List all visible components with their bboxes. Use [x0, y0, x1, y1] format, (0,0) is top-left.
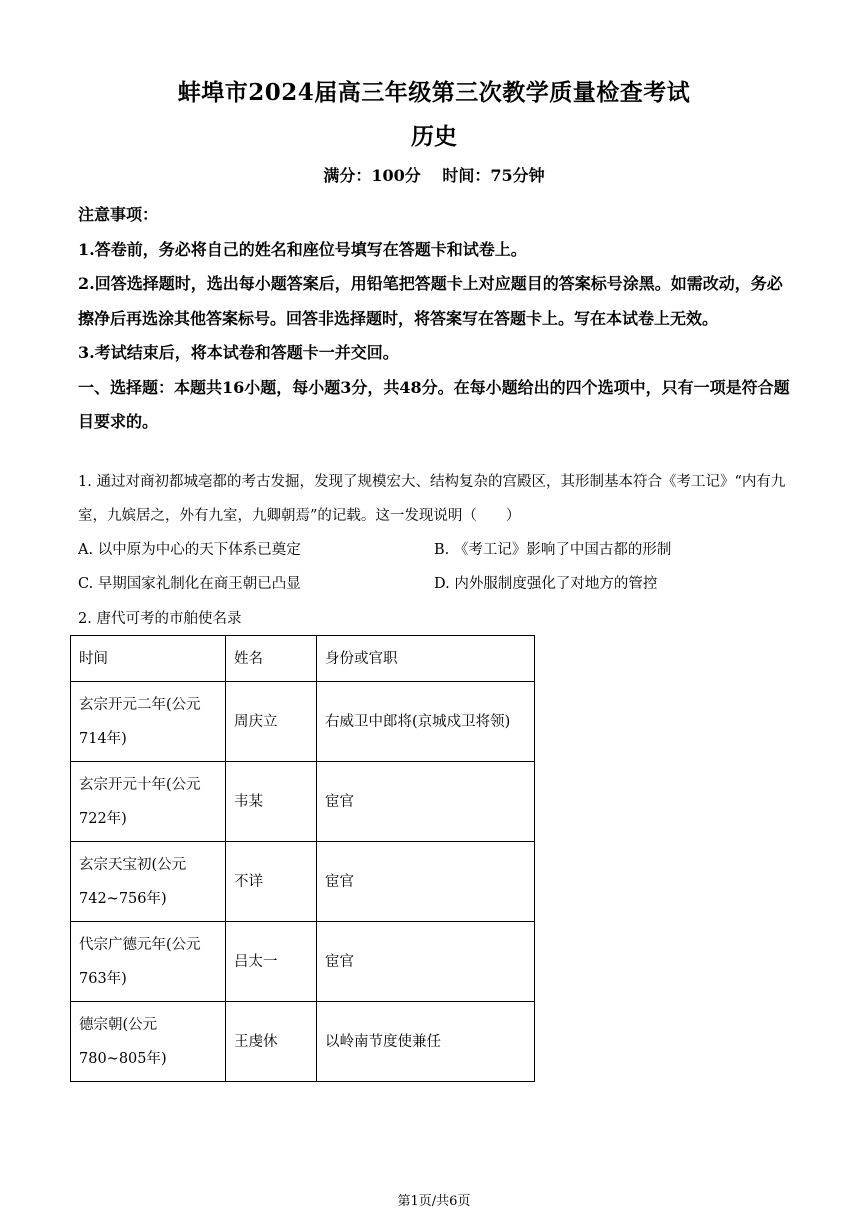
note-item-1: 1.答卷前，务必将自己的姓名和座位号填写在答题卡和试卷上。 [78, 239, 527, 259]
notes-section [78, 198, 790, 440]
section-heading: 一、选择题：本题共16小题，每小题3分，共48分。在每小题给出的四个选项中，只有一项是符合题目要求的。 [78, 377, 790, 431]
table-cell: 宦官 [317, 762, 535, 842]
option-b: B. 《考工记》影响了中国古都的形制 [434, 542, 672, 558]
note-item-2: 2.回答选择题时，选出每小题答案后，用铅笔把答题卡上对应题目的答案标号涂黑。如需改动，务必擦净后再选涂其他答案标号。回答非选择题时，将答案写在答题卡上。写在本试卷上无效。 [78, 274, 783, 328]
question-1-options [78, 533, 790, 601]
table-header-cell: 身份或官职 [317, 636, 535, 682]
table-cell: 韦某 [226, 762, 317, 842]
table-row [71, 682, 535, 762]
time-info: 时间：75分钟 [442, 166, 545, 185]
table-cell: 右威卫中郎将(京城戍卫将领) [317, 682, 535, 762]
table-row [71, 1002, 535, 1082]
exam-title: 蚌埠市2024届高三年级第三次教学质量检查考试 [177, 79, 691, 106]
table-cell: 以岭南节度使兼任 [317, 1002, 535, 1082]
option-c: C. 早期国家礼制化在商王朝已凸显 [78, 576, 301, 592]
table-cell: 玄宗天宝初(公元742~756年) [71, 842, 226, 922]
table-cell: 玄宗开元十年(公元722年) [71, 762, 226, 842]
option-a: A. 以中原为中心的天下体系已奠定 [78, 542, 301, 558]
table-header-cell: 姓名 [226, 636, 317, 682]
notes-heading: 注意事项： [78, 205, 159, 224]
shipping-commissioner-table [70, 635, 535, 1082]
table-cell: 王虔休 [226, 1002, 317, 1082]
table-header-cell: 时间 [71, 636, 226, 682]
table-cell: 吕太一 [226, 922, 317, 1002]
table-cell: 宦官 [317, 922, 535, 1002]
table-cell: 不详 [226, 842, 317, 922]
score-info: 满分：100分 [323, 166, 421, 185]
table-header-row [71, 636, 535, 682]
table-cell: 玄宗开元二年(公元714年) [71, 682, 226, 762]
table-cell: 代宗广德元年(公元763年) [71, 922, 226, 1002]
table-row [71, 922, 535, 1002]
table-row [71, 762, 535, 842]
question-1-stem: 1. 通过对商初都城亳都的考古发掘，发现了规模宏大、结构复杂的宫殿区，其形制基本符合《考工记》“内有九室，九嫔居之，外有九室，九卿朝焉”的记载。这一发现说明（ ） [78, 474, 786, 524]
question-1 [78, 465, 790, 601]
note-item-3: 3.考试结束后，将本试卷和答题卡一并交回。 [78, 343, 399, 362]
table-row [71, 842, 535, 922]
option-d: D. 内外服制度强化了对地方的管控 [434, 576, 658, 592]
table-cell: 德宗朝(公元 780~805年) [71, 1002, 226, 1082]
exam-meta [0, 163, 868, 186]
question-2 [78, 602, 790, 636]
page-number: 第1页/共6页 [397, 1194, 471, 1209]
table-cell: 周庆立 [226, 682, 317, 762]
exam-subject: 历史 [411, 123, 457, 150]
table-cell: 宦官 [317, 842, 535, 922]
question-2-stem: 2. 唐代可考的市舶使名录 [78, 611, 242, 627]
